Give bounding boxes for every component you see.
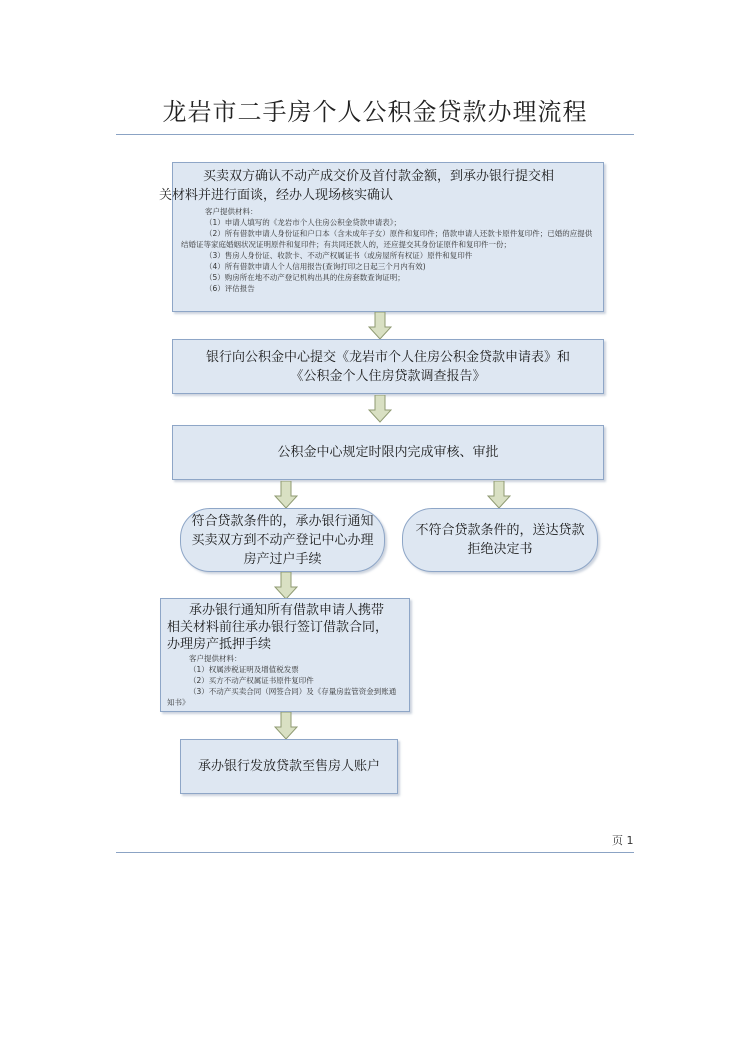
step4a-line2: 买卖双方到不动产登记中心办理 xyxy=(191,532,374,548)
page-number-value: 1 xyxy=(626,834,634,847)
step5-materials xyxy=(167,653,403,708)
arrow-down-icon xyxy=(274,481,298,509)
step1-material-item: （4）所有借款申请人个人信用报告(查询打印之日起三个月内有效) xyxy=(205,262,426,271)
page-title: 龙岩市二手房个人公积金贷款办理流程 xyxy=(162,98,588,126)
step1-box xyxy=(159,162,604,312)
step1-material-item: （5）购房所在地不动产登记机构出具的住房套数查询证明； xyxy=(205,273,405,282)
step5-line2: 相关材料前往承办银行签订借款合同， xyxy=(167,620,389,635)
page-number-prefix: 页 xyxy=(612,834,623,847)
arrow-down-icon xyxy=(274,572,298,600)
step1-material-item: （2）所有借款申请人身份证和户口本（含未成年子女）原件和复印件；借款申请人还款卡原件复印件；已婚的应提供结婚证等家庭婚姻状况证明原件和复印件；有共同还款人的，还应提交其身份证原件和复印件一份； xyxy=(181,229,593,249)
footer-rule xyxy=(116,852,634,853)
step5-material-item: （1）权属涉税证明及增值税发票 xyxy=(189,665,299,674)
step6-box xyxy=(180,739,398,794)
step5-line1: 承办银行通知所有借款申请人携带 xyxy=(189,603,385,618)
page-number xyxy=(612,832,634,848)
step4b-rounded-box xyxy=(402,508,598,572)
step1-materials xyxy=(181,206,595,294)
step1-material-item: （6）评估报告 xyxy=(205,284,255,293)
step1-line2: 关材料并进行面谈，经办人现场核实确认 xyxy=(159,188,394,203)
step4b-line1: 不符合贷款条件的，送达贷款 xyxy=(415,523,585,538)
arrow-down-icon xyxy=(368,395,392,423)
arrow-down-icon xyxy=(487,481,511,509)
step5-main-text xyxy=(167,602,403,653)
step5-materials-label: 客户提供材料： xyxy=(189,654,242,663)
title-rule xyxy=(116,134,634,135)
step4a-line3: 房产过户手续 xyxy=(243,551,322,567)
step3-box xyxy=(172,425,604,480)
step4b-line2: 拒绝决定书 xyxy=(467,542,533,557)
step5-line3: 办理房产抵押手续 xyxy=(167,637,272,652)
step5-material-item: （3）不动产买卖合同（网签合同）及《存量房监管资金到账通知书》 xyxy=(167,687,397,707)
step3-text: 公积金中心规定时限内完成审核、审批 xyxy=(277,445,499,460)
step2-line1: 银行向公积金中心提交《龙岩市个人住房公积金贷款申请表》和 xyxy=(205,349,570,365)
step1-material-item: （3）售房人身份证、收款卡、不动产权属证书（或房屋所有权证）原件和复印件 xyxy=(205,251,473,260)
step5-material-item: （2）买方不动产权属证书原件复印件 xyxy=(189,676,314,685)
arrow-down-icon xyxy=(368,312,392,340)
step1-materials-label: 客户提供材料： xyxy=(205,207,258,216)
step4a-line1: 符合贷款条件的，承办银行通知 xyxy=(191,513,374,529)
step2-line2: 《公积金个人住房贷款调查报告》 xyxy=(290,368,486,384)
step2-box xyxy=(172,339,604,394)
step4a-rounded-box xyxy=(180,508,385,572)
arrow-down-icon xyxy=(274,712,298,740)
step1-main-text xyxy=(159,167,595,205)
step6-text: 承办银行发放贷款至售房人账户 xyxy=(197,759,380,774)
step1-material-item: （1）申请人填写的《龙岩市个人住房公积金贷款申请表》； xyxy=(205,218,402,227)
step1-line1: 买卖双方确认不动产成交价及首付款金额，到承办银行提交相 xyxy=(203,169,555,184)
step5-box xyxy=(160,598,410,712)
